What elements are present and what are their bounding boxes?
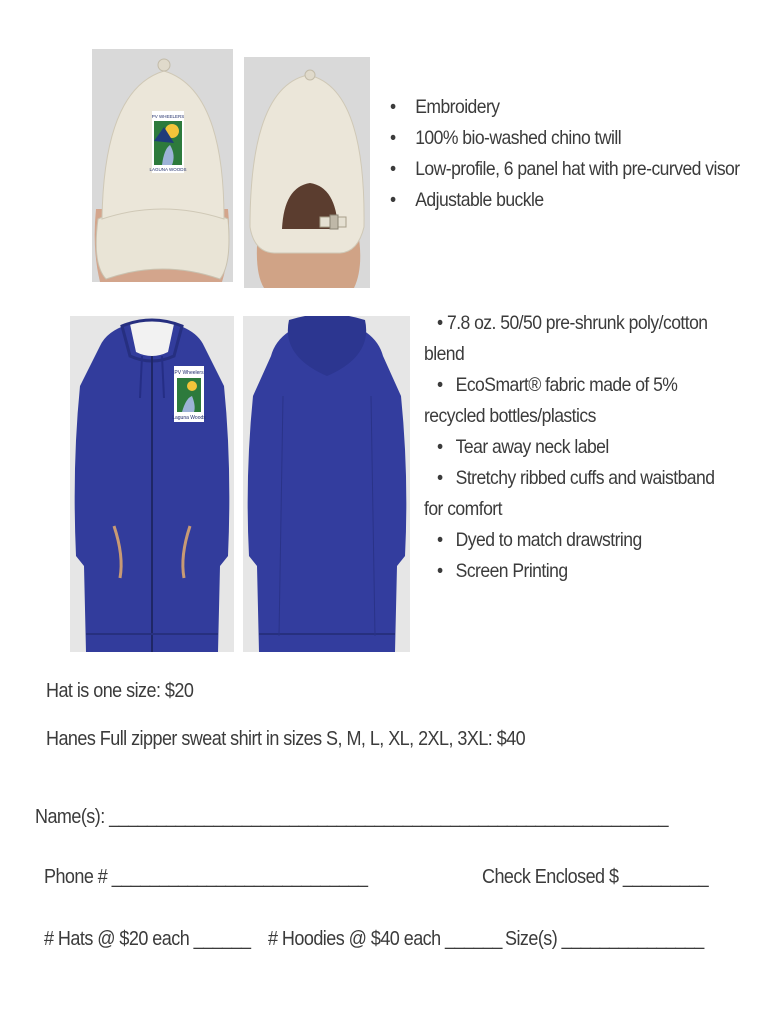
hoodie-feature-item: • Screen Printing xyxy=(437,560,568,582)
bullet-icon: • xyxy=(390,189,396,211)
bullet-icon: • xyxy=(437,436,443,458)
hat-feature-item: • 100% bio-washed chino twill xyxy=(390,127,622,149)
hat-front-photo xyxy=(92,49,233,282)
bullet-icon: • xyxy=(437,374,443,396)
hat-back-photo xyxy=(244,57,370,288)
names-field[interactable]: Name(s): ___________________________________________________________ xyxy=(35,806,668,828)
check-enclosed-field[interactable]: Check Enclosed $ _________ xyxy=(482,866,709,888)
sizes-field[interactable]: Size(s) _______________ xyxy=(505,928,704,950)
hat-logo-top-text: PV WHEELERS xyxy=(151,114,185,119)
hoodie-price-line: Hanes Full zipper sweat shirt in sizes S, M, L, XL, 2XL, 3XL: $40 xyxy=(46,728,526,750)
bullet-icon: • xyxy=(390,96,396,118)
hat-feature-list xyxy=(390,95,740,219)
hoodie-front-photo xyxy=(70,316,234,652)
hats-quantity-field[interactable]: # Hats @ $20 each ______ xyxy=(44,928,251,950)
bullet-icon: • xyxy=(437,560,443,582)
hoodie-logo-top-text: PV Wheelers xyxy=(174,370,204,376)
hoodie-feature-item: • Dyed to match drawstring xyxy=(437,529,642,551)
bullet-icon: • xyxy=(437,467,443,489)
hoodie-feature-item: • Stretchy ribbed cuffs and waistband for comfort xyxy=(424,467,715,520)
hoodie-feature-item: • 7.8 oz. 50/50 pre-shrunk poly/cotton blend xyxy=(424,312,708,365)
hoodie-back-photo xyxy=(243,316,410,652)
hoodie-logo xyxy=(172,366,206,422)
bullet-icon: • xyxy=(437,312,443,334)
hoodie-feature-list xyxy=(424,308,730,587)
hat-price-line: Hat is one size: $20 xyxy=(46,680,194,702)
bullet-icon: • xyxy=(437,529,443,551)
bullet-icon: • xyxy=(390,127,396,149)
hat-logo xyxy=(149,111,186,173)
hat-feature-item: • Embroidery xyxy=(390,96,500,118)
hoodie-feature-item: • Tear away neck label xyxy=(437,436,609,458)
hat-feature-item: • Adjustable buckle xyxy=(390,189,544,211)
bullet-icon: • xyxy=(390,158,396,180)
hat-logo-bottom-text: LAGUNA WOODS xyxy=(149,167,187,172)
hoodie-logo-bottom-text: Laguna Woods xyxy=(172,415,206,421)
hat-feature-item: • Low-profile, 6 panel hat with pre-curved visor xyxy=(390,158,740,180)
hoodie-feature-item: • EcoSmart® fabric made of 5% recycled bottles/plastics xyxy=(424,374,678,427)
phone-field[interactable]: Phone # ___________________________ xyxy=(44,866,368,888)
hoodies-quantity-field[interactable]: # Hoodies @ $40 each ______ xyxy=(268,928,502,950)
